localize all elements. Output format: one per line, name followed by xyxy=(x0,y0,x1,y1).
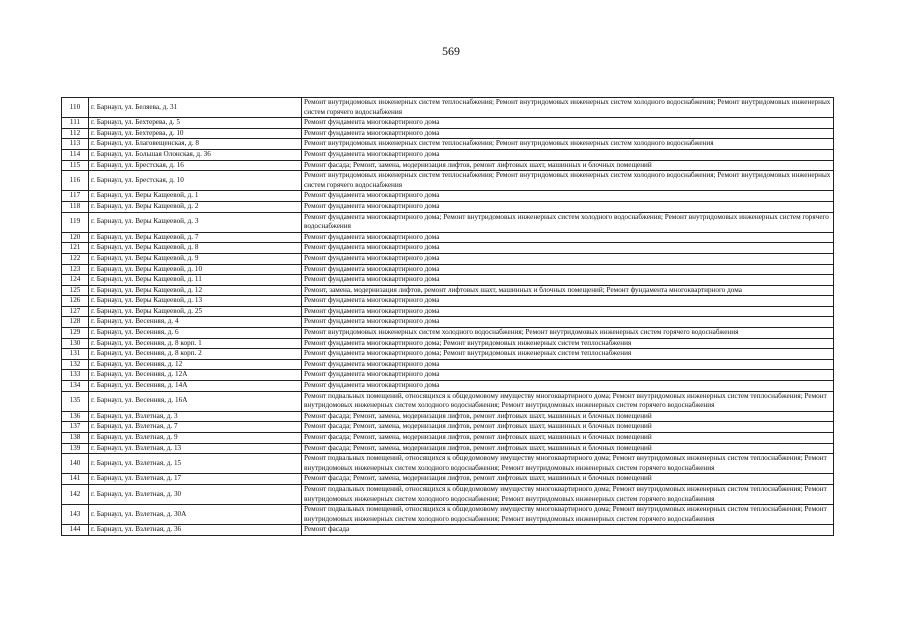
table-row xyxy=(62,306,834,317)
address-cell: г. Барнаул, ул. Весенняя, д. 4 xyxy=(89,317,302,328)
works-cell: Ремонт фундамента многоквартирного дома xyxy=(302,201,834,212)
works-cell: Ремонт фасада; Ремонт, замена, модернизация лифтов, ремонт лифтовых шахт, машинных и блочных помещений xyxy=(302,411,834,422)
works-cell: Ремонт внутридомовых инженерных систем теплоснабжения; Ремонт внутридомовых инженерных систем холодного водоснабжения; Ремонт внутридомовых инженерных систем горячего водоснабжения xyxy=(302,98,834,118)
address-cell: г. Барнаул, ул. Веры Кащеевой, д. 9 xyxy=(89,253,302,264)
row-number-cell: 121 xyxy=(62,243,89,254)
row-number-cell: 113 xyxy=(62,139,89,150)
row-number-cell: 135 xyxy=(62,391,89,411)
address-cell: г. Барнаул, ул. Веры Кащеевой, д. 11 xyxy=(89,275,302,286)
works-cell: Ремонт фундамента многоквартирного дома xyxy=(302,243,834,254)
works-cell: Ремонт фундамента многоквартирного дома xyxy=(302,317,834,328)
works-cell: Ремонт фундамента многоквартирного дома xyxy=(302,118,834,129)
address-cell: г. Барнаул, ул. Взлетная, д. 3 xyxy=(89,411,302,422)
table-row xyxy=(62,505,834,525)
address-cell: г. Барнаул, ул. Благовещенская, д. 8 xyxy=(89,139,302,150)
address-cell: г. Барнаул, ул. Весенняя, д. 12А xyxy=(89,370,302,381)
table-row xyxy=(62,275,834,286)
row-number-cell: 110 xyxy=(62,98,89,118)
works-cell: Ремонт фасада; Ремонт, замена, модернизация лифтов, ремонт лифтовых шахт, машинных и блочных помещений xyxy=(302,160,834,171)
row-number-cell: 117 xyxy=(62,191,89,202)
address-cell: г. Барнаул, ул. Весенняя, д. 14А xyxy=(89,381,302,392)
address-cell: г. Барнаул, ул. Большая Олонская, д. 36 xyxy=(89,149,302,160)
row-number-cell: 124 xyxy=(62,275,89,286)
table-row xyxy=(62,232,834,243)
table-row xyxy=(62,328,834,339)
table-row xyxy=(62,474,834,485)
address-cell: г. Барнаул, ул. Бехтерева, д. 10 xyxy=(89,128,302,139)
works-cell: Ремонт фундамента многоквартирного дома; Ремонт внутридомовых инженерных систем теплоснабжения xyxy=(302,338,834,349)
table-row xyxy=(62,98,834,118)
works-cell: Ремонт внутридомовых инженерных систем теплоснабжения; Ремонт внутридомовых инженерных систем холодного водоснабжения; Ремонт внутридомовых инженерных систем горячего водоснабжения xyxy=(302,171,834,191)
table-row xyxy=(62,525,834,536)
row-number-cell: 129 xyxy=(62,328,89,339)
row-number-cell: 128 xyxy=(62,317,89,328)
works-cell: Ремонт фасада; Ремонт, замена, модернизация лифтов, ремонт лифтовых шахт, машинных и блочных помещений xyxy=(302,433,834,444)
table-row xyxy=(62,349,834,360)
row-number-cell: 131 xyxy=(62,349,89,360)
row-number-cell: 137 xyxy=(62,422,89,433)
works-cell: Ремонт фундамента многоквартирного дома xyxy=(302,275,834,286)
row-number-cell: 141 xyxy=(62,474,89,485)
works-cell: Ремонт подвальных помещений, относящихся к общедомовому имуществу многоквартирного дома; Ремонт внутридомовых инженерных систем теплоснабжения; Ремонт внутридомовых инженерных систем холодного водоснабжения; Ремонт внутридомовых инженерных систем горячего водоснабжения xyxy=(302,391,834,411)
table-row xyxy=(62,443,834,454)
row-number-cell: 143 xyxy=(62,505,89,525)
address-cell: г. Барнаул, ул. Взлетная, д. 30А xyxy=(89,505,302,525)
row-number-cell: 120 xyxy=(62,232,89,243)
address-cell: г. Барнаул, ул. Веры Кащеевой, д. 12 xyxy=(89,285,302,296)
address-cell: г. Барнаул, ул. Веры Кащеевой, д. 3 xyxy=(89,212,302,232)
row-number-cell: 142 xyxy=(62,484,89,504)
table-row xyxy=(62,411,834,422)
table-row xyxy=(62,370,834,381)
page-number: 569 xyxy=(442,44,460,58)
table-row xyxy=(62,422,834,433)
row-number-cell: 126 xyxy=(62,296,89,307)
row-number-cell: 130 xyxy=(62,338,89,349)
works-cell: Ремонт внутридомовых инженерных систем холодного водоснабжения; Ремонт внутридомовых инженерных систем горячего водоснабжения xyxy=(302,328,834,339)
works-cell: Ремонт фундамента многоквартирного дома xyxy=(302,232,834,243)
table-row xyxy=(62,264,834,275)
address-cell: г. Барнаул, ул. Взлетная, д. 30 xyxy=(89,484,302,504)
row-number-cell: 132 xyxy=(62,359,89,370)
works-cell: Ремонт фундамента многоквартирного дома; Ремонт внутридомовых инженерных систем холодного водоснабжения; Ремонт внутридомовых инженерных систем горячего водоснабжения xyxy=(302,212,834,232)
table-row xyxy=(62,454,834,474)
repair-table xyxy=(61,97,834,536)
row-number-cell: 118 xyxy=(62,201,89,212)
table-row xyxy=(62,160,834,171)
table-row xyxy=(62,118,834,129)
row-number-cell: 112 xyxy=(62,128,89,139)
row-number-cell: 133 xyxy=(62,370,89,381)
table-row xyxy=(62,338,834,349)
row-number-cell: 122 xyxy=(62,253,89,264)
works-cell: Ремонт фундамента многоквартирного дома xyxy=(302,370,834,381)
address-cell: г. Барнаул, ул. Весенняя, д. 16А xyxy=(89,391,302,411)
row-number-cell: 123 xyxy=(62,264,89,275)
table-row xyxy=(62,391,834,411)
address-cell: г. Барнаул, ул. Взлетная, д. 17 xyxy=(89,474,302,485)
works-cell: Ремонт фундамента многоквартирного дома xyxy=(302,191,834,202)
row-number-cell: 144 xyxy=(62,525,89,536)
address-cell: г. Барнаул, ул. Брестская, д. 10 xyxy=(89,171,302,191)
works-cell: Ремонт фундамента многоквартирного дома xyxy=(302,264,834,275)
address-cell: г. Барнаул, ул. Беляева, д. 31 xyxy=(89,98,302,118)
address-cell: г. Барнаул, ул. Веры Кащеевой, д. 13 xyxy=(89,296,302,307)
works-cell: Ремонт фасада; Ремонт, замена, модернизация лифтов, ремонт лифтовых шахт, машинных и блочных помещений xyxy=(302,474,834,485)
table-row xyxy=(62,149,834,160)
table-row xyxy=(62,191,834,202)
table-row xyxy=(62,285,834,296)
works-cell: Ремонт фасада; Ремонт, замена, модернизация лифтов, ремонт лифтовых шахт, машинных и блочных помещений xyxy=(302,422,834,433)
table-row xyxy=(62,433,834,444)
row-number-cell: 138 xyxy=(62,433,89,444)
address-cell: г. Барнаул, ул. Весенняя, д. 8 корп. 1 xyxy=(89,338,302,349)
works-cell: Ремонт, замена, модернизация лифтов, ремонт лифтовых шахт, машинных и блочных помещений; Ремонт фундамента многоквартирного дома xyxy=(302,285,834,296)
address-cell: г. Барнаул, ул. Бехтерева, д. 5 xyxy=(89,118,302,129)
table-row xyxy=(62,296,834,307)
address-cell: г. Барнаул, ул. Веры Кащеевой, д. 7 xyxy=(89,232,302,243)
row-number-cell: 136 xyxy=(62,411,89,422)
works-cell: Ремонт фундамента многоквартирного дома xyxy=(302,296,834,307)
address-cell: г. Барнаул, ул. Веры Кащеевой, д. 8 xyxy=(89,243,302,254)
table-row xyxy=(62,201,834,212)
row-number-cell: 139 xyxy=(62,443,89,454)
row-number-cell: 111 xyxy=(62,118,89,129)
row-number-cell: 140 xyxy=(62,454,89,474)
address-cell: г. Барнаул, ул. Брестская, д. 16 xyxy=(89,160,302,171)
address-cell: г. Барнаул, ул. Взлетная, д. 13 xyxy=(89,443,302,454)
address-cell: г. Барнаул, ул. Взлетная, д. 9 xyxy=(89,433,302,444)
address-cell: г. Барнаул, ул. Веры Кащеевой, д. 2 xyxy=(89,201,302,212)
address-cell: г. Барнаул, ул. Весенняя, д. 6 xyxy=(89,328,302,339)
address-cell: г. Барнаул, ул. Веры Кащеевой, д. 10 xyxy=(89,264,302,275)
table-row xyxy=(62,243,834,254)
row-number-cell: 114 xyxy=(62,149,89,160)
table-row xyxy=(62,212,834,232)
row-number-cell: 125 xyxy=(62,285,89,296)
works-cell: Ремонт фундамента многоквартирного дома xyxy=(302,359,834,370)
address-cell: г. Барнаул, ул. Весенняя, д. 8 корп. 2 xyxy=(89,349,302,360)
works-cell: Ремонт фундамента многоквартирного дома xyxy=(302,253,834,264)
table-row xyxy=(62,317,834,328)
works-cell: Ремонт подвальных помещений, относящихся к общедомовому имуществу многоквартирного дома; Ремонт внутридомовых инженерных систем теплоснабжения; Ремонт внутридомовых инженерных систем холодного водоснабжения; Ремонт внутридомовых инженерных систем горячего водоснабжения xyxy=(302,484,834,504)
works-cell: Ремонт фасада; Ремонт, замена, модернизация лифтов, ремонт лифтовых шахт, машинных и блочных помещений xyxy=(302,443,834,454)
works-cell: Ремонт внутридомовых инженерных систем теплоснабжения; Ремонт внутридомовых инженерных систем холодного водоснабжения xyxy=(302,139,834,150)
works-cell: Ремонт фундамента многоквартирного дома xyxy=(302,149,834,160)
works-cell: Ремонт фасада xyxy=(302,525,834,536)
works-cell: Ремонт фундамента многоквартирного дома xyxy=(302,306,834,317)
table-row xyxy=(62,253,834,264)
works-cell: Ремонт подвальных помещений, относящихся к общедомовому имуществу многоквартирного дома; Ремонт внутридомовых инженерных систем теплоснабжения; Ремонт внутридомовых инженерных систем холодного водоснабжения; Ремонт внутридомовых инженерных систем горячего водоснабжения xyxy=(302,454,834,474)
address-cell: г. Барнаул, ул. Веры Кащеевой, д. 1 xyxy=(89,191,302,202)
address-cell: г. Барнаул, ул. Взлетная, д. 36 xyxy=(89,525,302,536)
row-number-cell: 134 xyxy=(62,381,89,392)
table-body xyxy=(62,98,834,536)
works-cell: Ремонт фундамента многоквартирного дома; Ремонт внутридомовых инженерных систем теплоснабжения xyxy=(302,349,834,360)
table-row xyxy=(62,171,834,191)
table-row xyxy=(62,381,834,392)
works-cell: Ремонт фундамента многоквартирного дома xyxy=(302,128,834,139)
table-row xyxy=(62,359,834,370)
address-cell: г. Барнаул, ул. Взлетная, д. 15 xyxy=(89,454,302,474)
table-row xyxy=(62,139,834,150)
row-number-cell: 115 xyxy=(62,160,89,171)
row-number-cell: 119 xyxy=(62,212,89,232)
address-cell: г. Барнаул, ул. Веры Кащеевой, д. 25 xyxy=(89,306,302,317)
address-cell: г. Барнаул, ул. Взлетная, д. 7 xyxy=(89,422,302,433)
address-cell: г. Барнаул, ул. Весенняя, д. 12 xyxy=(89,359,302,370)
works-cell: Ремонт подвальных помещений, относящихся к общедомовому имуществу многоквартирного дома; Ремонт внутридомовых инженерных систем теплоснабжения; Ремонт внутридомовых инженерных систем холодного водоснабжения; Ремонт внутридомовых инженерных систем горячего водоснабжения xyxy=(302,505,834,525)
table-row xyxy=(62,128,834,139)
works-cell: Ремонт фундамента многоквартирного дома xyxy=(302,381,834,392)
table-row xyxy=(62,484,834,504)
row-number-cell: 116 xyxy=(62,171,89,191)
row-number-cell: 127 xyxy=(62,306,89,317)
